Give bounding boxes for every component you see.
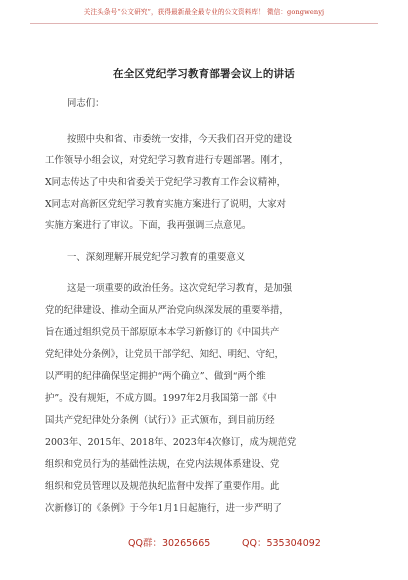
footer-qq-group: QQ群：30265665 (128, 538, 211, 549)
paragraph-line (0, 370, 408, 383)
line-text: 国共产党纪律处分条例（试行）》正式颁布，到目前历经 (45, 415, 275, 426)
line-text: 旨在通过组织党员干部原原本本学习新修订的《中国共产 (45, 327, 280, 338)
line-text: X同志传达了中央和省委关于党纪学习教育工作会议精神， (45, 177, 287, 188)
paragraph-line (0, 502, 408, 515)
line-text: 党纪律处分条例》，让党员干部学纪、知纪、明纪、守纪， (45, 349, 285, 360)
header-divider (30, 23, 378, 24)
paragraph-line (0, 348, 408, 361)
paragraph-line (0, 436, 408, 449)
paragraph-line (0, 133, 408, 146)
line-text: 这是一项重要的政治任务。这次党纪学习教育，是加强 (67, 283, 293, 294)
section-heading-line (0, 251, 408, 264)
line-text: 组织和党员管理以及规范执纪监督中发挥了重要作用。此 (45, 481, 280, 492)
paragraph-line (0, 392, 408, 405)
footer (0, 535, 408, 549)
line-text: 组织和党员行为的基础性法规，在党内法规体系建设、党 (45, 459, 280, 470)
line-text: 以严明的纪律确保坚定拥护“两个确立”、做到“两个维 (45, 371, 266, 382)
salutation-line (0, 97, 408, 110)
paragraph-line (0, 458, 408, 471)
paragraph-line (0, 219, 408, 232)
paragraph-line (0, 480, 408, 493)
line-text: 工作领导小组会议，对党纪学习教育进行专题部署。刚才， (45, 155, 289, 166)
line-text: 实施方案进行了审议。下面，我再强调三点意见。 (45, 220, 252, 231)
paragraph-line (0, 326, 408, 339)
header-note: 关注头条号“公文研究”，获得最新最全最专业的公文资料库！ 微信：gongwenyj (83, 8, 325, 16)
line-text: 按照中央和省、市委统一安排，今天我们召开党的建设 (67, 134, 293, 145)
paragraph-line (0, 304, 408, 317)
paragraph-line (0, 154, 408, 167)
paragraph-line (0, 282, 408, 295)
line-text: 护”。没有规矩，不成方圆。1997年2月我国第一部《中 (45, 393, 277, 404)
line-text: 次新修订的《条例》于今年1月1日起施行，进一步严明了 (45, 503, 282, 514)
paragraph-line (0, 198, 408, 211)
document-title: 在全区党纪学习教育部署会议上的讲话 (113, 68, 295, 80)
paragraph-line (0, 176, 408, 189)
line-text: 党的纪律建设、推动全面从严治党向纵深发展的重要举措， (45, 305, 289, 316)
line-text: X同志对高新区党纪学习教育实施方案进行了说明，大家对 (45, 199, 287, 210)
line-text: 2003年、2015年、2018年、2023年4次修订，成为规范党 (45, 437, 297, 448)
footer-qq: QQ：535304092 (242, 538, 321, 549)
salutation: 同志们： (67, 98, 105, 109)
section-heading: 一、深刻理解开展党纪学习教育的重要意义 (67, 252, 246, 263)
paragraph-line (0, 414, 408, 427)
